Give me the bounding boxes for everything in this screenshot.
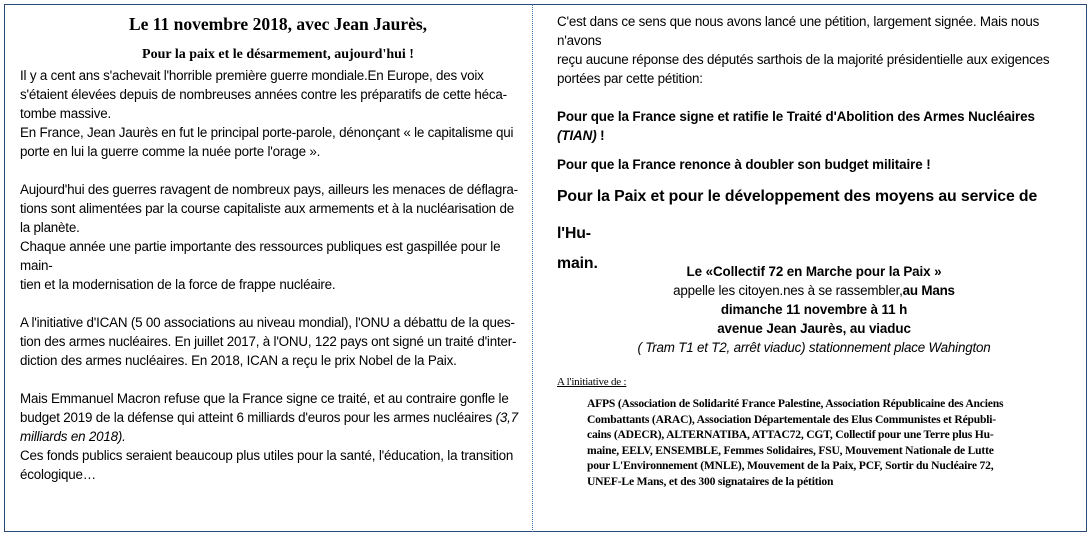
text-line: Ces fonds publics seraient beaucoup plus utiles pour la santé, l'éducation, la transition [20,448,514,463]
text-line [20,427,536,446]
text-line: portées par cette pétition: [557,71,703,86]
text-line: C'est dans ce sens que nous avons lancé une pétition, largement signée. Mais nous n'avons [557,14,1040,48]
demand-peace-end: main. [557,255,598,272]
associations-list [557,396,1071,489]
italic-span: milliards en 2018). [20,429,126,444]
association-line: cains (ADECR), ALTERNATIBA, ATTAC72, CGT, Collectif pour une Terre plus Hu- [587,428,994,441]
association-line: pour L'Environnement (MNLE), Mouvement de la Paix, PCF, Sortir du Nucléaire 72, [587,459,994,472]
text-line: la planète. [20,220,80,235]
main-title: Le 11 novembre 2018, avec Jean Jaurès, [128,14,428,34]
event-location: au Mans [902,283,955,298]
italic-span: (TIAN) [557,128,597,143]
association-line: Combattants (ARAC), Association Départementale des Elus Communistes et Républi- [587,412,996,426]
text-line: écologique… [20,467,96,482]
text-line: Mais Emmanuel Macron refuse que la France signe ce traité, et au contraire gonfle le [20,391,509,406]
subtitle: Pour la paix et le désarmement, aujourd'hui ! [142,47,414,62]
text-line: tombe massive. [20,106,111,121]
paragraph-today [20,180,536,294]
right-column [557,12,1071,489]
text-span: budget 2019 de la défense qui atteint 6 milliards d'euros pour les armes nucléaires [20,410,496,425]
text-line: A l'initiative d'ICAN (5 00 associations au niveau mondial), l'ONU a débattu de la ques- [20,315,515,330]
italic-span: (3,7 [495,410,518,425]
event-date: dimanche 11 novembre à 11 h [720,302,908,317]
text-line: tion des armes nucléaires. En juillet 2017, à l'ONU, 122 pays ont signé un traité d'inter- [20,334,517,349]
association-line: maine, EELV, ENSEMBLE, Femmes Solidaires, FSU, Mouvement Nationale de Lutte [587,443,994,457]
text-line: diction des armes nucléaires. En 2018, ICAN a reçu le prix Nobel de la Paix. [20,353,457,368]
text-span: ! [596,128,605,143]
event-transport [557,338,1071,357]
italic-span: ( Tram T1 et T2, arrêt viaduc) stationnement place Wahington [637,340,991,355]
left-column [20,12,536,484]
text-line: Chaque année une partie importante des ressources publiques est gaspillée pour le main- [20,239,501,273]
event-call [557,281,1071,300]
association-line: AFPS (Association de Solidarité France Palestine, Association Républicaine des Anciens [587,397,1004,410]
event-block [557,262,1071,357]
initiative-label: A l'initiative de : [557,376,627,388]
text-span: appelle les citoyen.nes à se rassembler, [673,283,903,298]
text-line: Aujourd'hui des guerres ravagent de nombreux pays, ailleurs les menaces de déflagra- [20,182,518,197]
text-line: Il y a cent ans s'achevait l'horrible première guerre mondiale.En Europe, des voix [20,68,484,83]
text-line: En France, Jean Jaurès en fut le principal porte-parole, dénonçant « le capitalisme qui [20,125,514,140]
paragraph-history [20,66,536,161]
text-line: tien et la modernisation de la force de frappe nucléaire. [20,277,336,292]
paragraph-petition [557,12,1071,88]
demand-peace: Pour la Paix et pour le développement des moyens au service de l'Hu- [557,188,1038,242]
text-line: porte en lui la guerre comme la nuée porte l'orage ». [20,144,321,159]
association-line: UNEF-Le Mans, et des 300 signataires de la pétition [587,474,834,488]
paragraph-macron [20,389,536,484]
text-line: tions sont alimentées par la course capitaliste aux armements et à la nucléarisation de [20,201,514,216]
text-line: reçu aucune réponse des députés sarthois de la majorité présidentielle aux exigences [557,52,1050,67]
demand-treaty: Pour que la France signe et ratifie le Traité d'Abolition des Armes Nucléaires [557,109,1035,124]
paragraph-ican [20,313,536,370]
event-address: avenue Jean Jaurès, au viaduc [717,321,911,336]
demand-budget: Pour que la France renonce à doubler son budget militaire ! [557,157,931,172]
text-line: s'étaient élevées depuis de nombreuses années contre les préparatifs de cette héca- [20,87,507,102]
text-line [20,408,536,427]
collective-name: Le «Collectif 72 en Marche pour la Paix » [686,264,942,279]
demand-treaty-end [557,126,1071,145]
